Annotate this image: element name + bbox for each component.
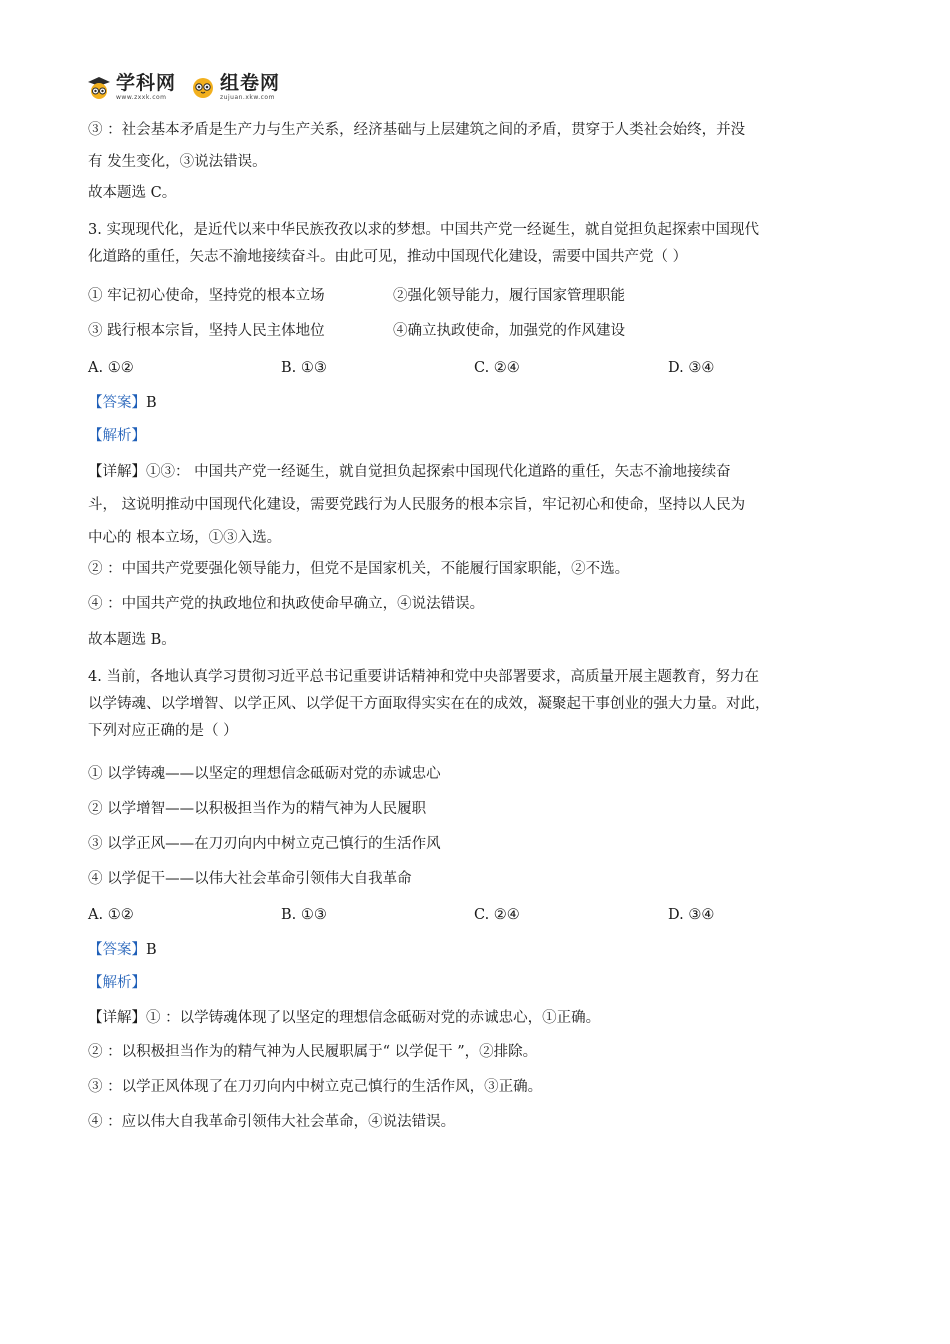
header-logos	[86, 70, 280, 104]
zxxk-logo-text: 学科网	[116, 71, 177, 94]
q3-option-b: B. ①③	[281, 360, 327, 376]
q2-analysis-line: 有 发生变化，③说法错误。	[88, 154, 267, 170]
q4-statement: ④ 以学促干——以伟大社会革命引领伟大自我革命	[88, 871, 412, 887]
q3-statement: ④确立执政使命，加强党的作风建设	[393, 323, 625, 339]
q4-detail-line: ④ ：应以伟大自我革命引领伟大社会革命，④说法错误。	[88, 1114, 456, 1130]
zxxk-logo	[86, 71, 177, 101]
q3-analysis-tag: 【解析】	[88, 428, 146, 444]
q4-detail-line: 【详解】① ：以学铸魂体现了以坚定的理想信念砥砺对党的赤诚忠心，①正确。	[88, 1010, 601, 1026]
q4-detail-line: ② ：以积极担当作为的精气神为人民履职属于“ 以学促干 ”，②排除。	[88, 1044, 538, 1060]
answer-tag: 【答案】	[88, 942, 146, 958]
zujuan-logo	[190, 71, 281, 101]
q3-statement: ②强化领导能力，履行国家管理职能	[393, 288, 625, 304]
q3-statement: ① 牢记初心使命，坚持党的根本立场	[88, 288, 325, 304]
q4-statement: ③ 以学正风——在刀刃向内中树立克己慎行的生活作风	[88, 836, 441, 852]
q4-stem-line: 以学铸魂、以学增智、以学正风、以学促干方面取得实实在在的成效，凝聚起干事创业的强大力量。对此，	[88, 696, 770, 712]
detail-tag: 【详解】	[88, 464, 146, 480]
q4-statement: ① 以学铸魂——以坚定的理想信念砥砺对党的赤诚忠心	[88, 766, 441, 782]
q4-option-a: A. ①②	[88, 907, 134, 923]
q3-answer	[88, 393, 157, 413]
q4-option-d: D. ③④	[668, 907, 715, 923]
owl-icon	[86, 74, 112, 100]
q3-stem-line: 化道路的重任，矢志不渝地接续奋斗。由此可见，推动中国现代化建设，需要中国共产党（ ）	[88, 249, 688, 265]
answer-value: B	[146, 395, 157, 411]
owl-icon	[190, 74, 216, 100]
q3-option-c: C. ②④	[474, 360, 520, 376]
q3-detail-line: 【详解】①③： 中国共产党一经诞生，就自觉担负起探索中国现代化道路的重任，矢志不渝地接续奋	[88, 464, 731, 480]
zujuan-logo-url: zujuan.xkw.com	[220, 93, 275, 101]
q4-statement: ② 以学增智——以积极担当作为的精气神为人民履职	[88, 801, 427, 817]
q4-option-c: C. ②④	[474, 907, 520, 923]
q3-detail-line: 斗， 这说明推动中国现代化建设，需要党践行为人民服务的根本宗旨，牢记初心和使命，坚持以人民为	[88, 497, 746, 513]
zujuan-logo-text: 组卷网	[220, 71, 281, 94]
q3-detail-line: ④ ：中国共产党的执政地位和执政使命早确立，④说法错误。	[88, 596, 485, 612]
q4-stem-line: 4. 当前，各地认真学习贯彻习近平总书记重要讲话精神和党中央部署要求，高质量开展主题教育，努力在	[88, 669, 759, 685]
q4-option-b: B. ①③	[281, 907, 327, 923]
answer-tag: 【答案】	[88, 395, 146, 411]
zxxk-logo-url: www.zxxk.com	[116, 93, 167, 101]
q3-statement: ③ 践行根本宗旨，坚持人民主体地位	[88, 323, 325, 339]
q4-answer	[88, 940, 157, 960]
q3-option-a: A. ①②	[88, 360, 134, 376]
q4-analysis-tag: 【解析】	[88, 975, 146, 991]
q3-detail-line: ② ：中国共产党要强化领导能力，但党不是国家机关，不能履行国家职能，②不选。	[88, 561, 630, 577]
q2-analysis-line: ③ ：社会基本矛盾是生产力与生产关系，经济基础与上层建筑之间的矛盾，贯穿于人类社会始终，并没	[88, 122, 746, 138]
answer-value: B	[146, 942, 157, 958]
q2-conclusion: 故本题选 C。	[88, 185, 177, 201]
detail-tag: 【详解】	[88, 1010, 146, 1026]
q3-stem-line: 3. 实现现代化，是近代以来中华民族孜孜以求的梦想。中国共产党一经诞生，就自觉担负起探索中国现代	[88, 222, 759, 238]
q3-detail-line: 中心的 根本立场，①③入选。	[88, 530, 282, 546]
q4-stem-line: 下列对应正确的是（ ）	[88, 723, 238, 739]
q4-detail-line: ③ ：以学正风体现了在刀刃向内中树立克己慎行的生活作风，③正确。	[88, 1079, 543, 1095]
q3-option-d: D. ③④	[668, 360, 715, 376]
q3-conclusion: 故本题选 B。	[88, 632, 176, 648]
